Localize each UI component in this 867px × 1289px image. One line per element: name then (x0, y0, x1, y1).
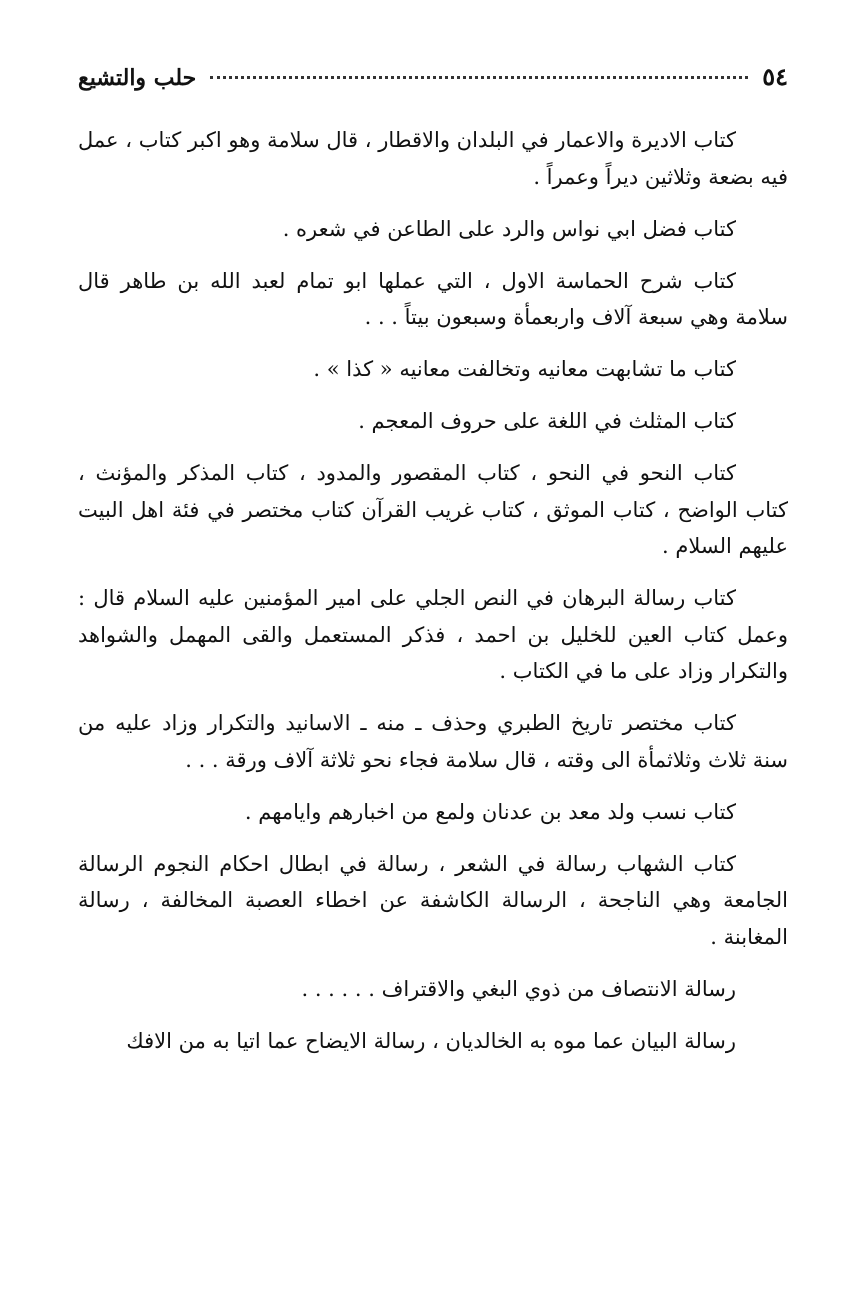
body-text (78, 122, 788, 1059)
document-page (78, 62, 788, 1075)
running-title: حلب والتشيع (78, 65, 197, 91)
paragraph-3: كتاب شرح الحماسة الاول ، التي عملها ابو تمام لعبد الله بن طاهر قال سلامة وهي سبعة آلاف واربعمأة وسبعون بيتاً . . . (78, 268, 788, 329)
paragraph-7: كتاب رسالة البرهان في النص الجلي على امير المؤمنين عليه السلام قال : وعمل كتاب العين للخليل بن احمد ، فذكر المستعمل والقى المهمل والشواهد والتكرار وزاد على ما في الكتاب . (78, 586, 788, 683)
paragraph-10: كتاب الشهاب رسالة في الشعر ، رسالة في ابطال احكام النجوم الرسالة الجامعة وهي الناجحة ، الرسالة الكاشفة عن اخطاء العصبة المخالفة ، رسالة المغابنة . (78, 851, 788, 949)
paragraph-1: كتاب الاديرة والاعمار في البلدان والاقطار ، قال سلامة وهو اكبر كتاب ، عمل فيه بضعة وثلاثين ديراً وعمراً . (78, 128, 788, 189)
paragraph-9: كتاب نسب ولد معد بن عدنان ولمع من اخبارهم وايامهم . (244, 799, 736, 824)
paragraph-11: رسالة الانتصاف من ذوي البغي والاقتراف . . . . . . (301, 976, 736, 1001)
paragraph-12: رسالة البيان عما موه به الخالديان ، رسالة الايضاح عما اتيا به من الافك (126, 1028, 736, 1053)
paragraph-5: كتاب المثلث في اللغة على حروف المعجم . (358, 409, 736, 433)
paragraph-4: كتاب ما تشابهت معانيه وتخالفت معانيه « كذا » . (313, 357, 736, 381)
paragraph-8: كتاب مختصر تاريخ الطبري وحذف ـ منه ـ الاسانيد والتكرار وزاد عليه من سنة ثلاث وثلاثمأة الى وقته ، قال سلامة فجاء نحو ثلاثة آلاف ورقة . . . (78, 711, 788, 772)
paragraph-2: كتاب فضل ابي نواس والرد على الطاعن في شعره . (282, 216, 736, 241)
paragraph-6: كتاب النحو في النحو ، كتاب المقصور والمدود ، كتاب المذكر والمؤنث ، كتاب الواضح ، كتاب الموثق ، كتاب غريب القرآن كتاب مختصر في فئة اهل البيت عليهم السلام . (78, 461, 788, 558)
page-number: ٥٤ (762, 62, 788, 91)
dotted-leader (210, 76, 748, 79)
running-header (78, 62, 788, 106)
